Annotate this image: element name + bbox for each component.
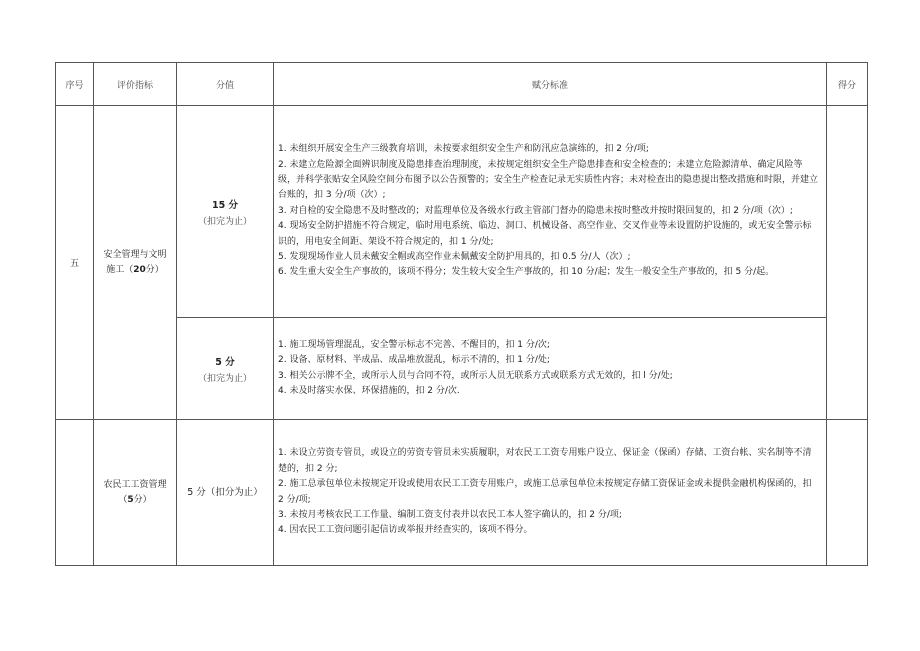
indicator-text: 分） [145, 264, 164, 275]
table-row [56, 420, 868, 566]
indicator-text: 分） [133, 494, 152, 505]
table-row [56, 318, 868, 420]
criteria-item: 3. 对自检的安全隐患不及时整改的；对监理单位及各级水行政主管部门督办的隐患未按时整改并按时限回复的，扣 2 分/项（次）; [278, 205, 793, 216]
criteria-item: 3. 未按月考核农民工工作量、编制工资支付表并以农民工本人签字确认的，扣 2 分/项; [278, 509, 622, 520]
row-number [56, 420, 94, 566]
indicator-points: 20 [133, 264, 146, 275]
criteria-item: 4. 未及时落实水保、环保措施的，扣 2 分/次. [278, 385, 460, 396]
header-row [56, 63, 868, 106]
score-cell [177, 318, 274, 420]
score-note: （扣完为止） [197, 373, 252, 384]
header-points: 得分 [827, 63, 868, 106]
criteria-item: 3. 相关公示牌不全，或所示人员与合同不符，或所示人员无联系方式或联系方式无效的，扣 l 分/处; [278, 370, 673, 381]
header-seq: 序号 [56, 63, 94, 106]
header-indicator: 评价指标 [94, 63, 177, 106]
criteria-item: 2. 未建立危险源全面辨识制度及隐患排查治理制度，未按规定组织安全生产隐患排查和安全检查的；未建立危险源清单、确定风险等级，并科学张贴安全风险空间分布图予以公告预警的；安全生产检查记录无实质性内容；未对检查出的隐患提出整改措施和时限，并建立台账的，扣 3 分/项（次）; [278, 159, 819, 201]
row-number: 五 [56, 106, 94, 420]
indicator-text: 安全管理与文明施 [103, 249, 167, 275]
score-value: 15 分 [211, 199, 239, 211]
criteria-cell [274, 318, 827, 420]
criteria-item: 1. 未设立劳资专管员，或设立的劳资专管员未实质履职，对农民工工资专用账户设立、保证金（保函）存储、工资台帐、实名制等不清楚的，扣 2 分; [278, 448, 812, 474]
indicator-text: 工（ [115, 264, 134, 275]
indicator-cell [94, 420, 177, 566]
score-value: 5 分（扣分为止） [187, 487, 263, 498]
criteria-item: 2. 施工总承包单位未按规定开设或使用农民工工资专用账户，或施工总承包单位未按规定存储工资保证金或未提供金融机构保函的，扣 2 分/项; [278, 479, 812, 505]
score-cell [177, 420, 274, 566]
criteria-item: 2. 设备、原材料、半成品、成品堆放混乱，标示不清的，扣 1 分/处; [278, 355, 550, 366]
header-score: 分值 [177, 63, 274, 106]
criteria-item: 6. 发生重大安全生产事故的，该项不得分；发生较大安全生产事故的，扣 10 分/起；发生一般安全生产事故的，扣 5 分/起。 [278, 267, 775, 278]
criteria-item: 5. 发现现场作业人员未戴安全帽或高空作业未佩戴安全防护用具的，扣 0.5 分/人（次）; [278, 252, 631, 263]
criteria-item: 1. 未组织开展安全生产三级教育培训，未按要求组织安全生产和防汛应急演练的，扣 2 分/项; [278, 144, 649, 155]
indicator-points: 5 [127, 494, 134, 505]
score-cell [177, 106, 274, 318]
table-row [56, 106, 868, 318]
criteria-item: 4. 因农民工工资问题引起信访或举报并经查实的，该项不得分。 [278, 525, 533, 536]
criteria-item: 1. 施工现场管理混乱，安全警示标志不完善、不醒目的，扣 1 分/次; [278, 339, 550, 350]
indicator-cell [94, 106, 177, 420]
score-note: （扣完为止） [197, 216, 252, 227]
criteria-cell [274, 106, 827, 318]
score-value: 5 分 [215, 356, 235, 368]
criteria-cell [274, 420, 827, 566]
points-cell [827, 420, 868, 566]
points-cell [827, 106, 868, 420]
indicator-text: 农民工工资管理（ [103, 479, 167, 505]
header-criteria: 赋分标准 [274, 63, 827, 106]
criteria-item: 4. 现场安全防护措施不符合规定，临时用电系统、临边、洞口、机械设备、高空作业、交叉作业等未设置防护设施的，或无安全警示标识的，用电安全间距、架设不符合规定的，扣 1 分/处; [278, 221, 812, 247]
scoring-table [55, 62, 868, 566]
